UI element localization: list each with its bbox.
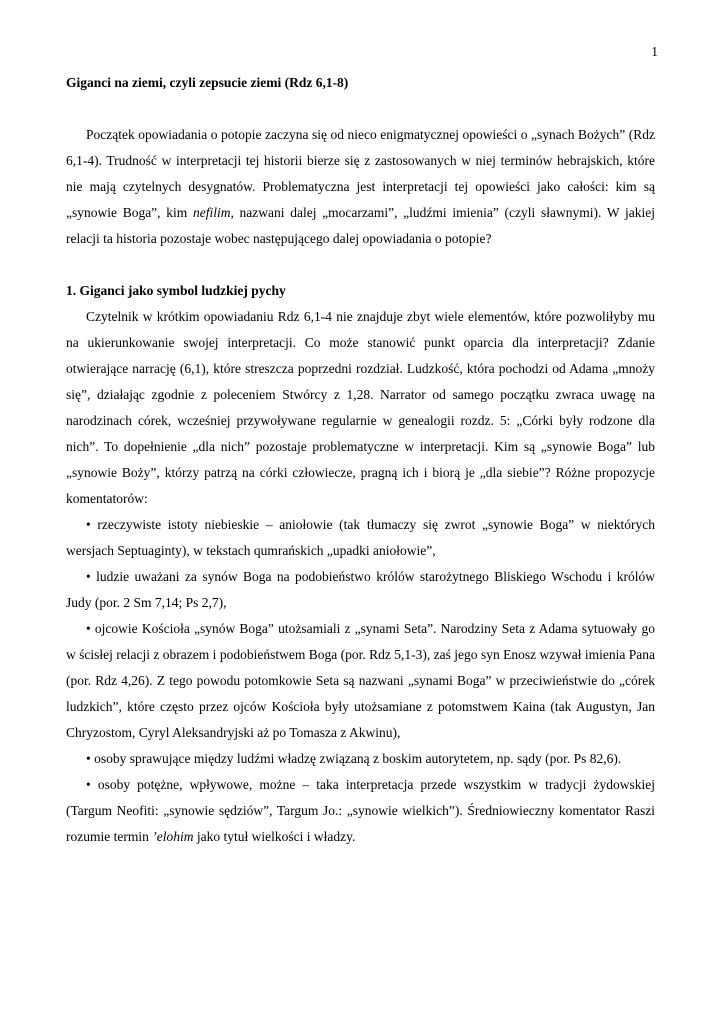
spacer	[66, 252, 655, 278]
nefilim-term: nefilim	[192, 205, 231, 220]
bullet-item: • ludzie uważani za synów Boga na podobieństwo królów starożytnego Bliskiego Wschodu i królów Judy (por. 2 Sm 7,14; Ps 2,7),	[66, 569, 655, 610]
elohim-term: ’elohim	[152, 829, 194, 844]
bullet-item: • ojcowie Kościoła „synów Boga” utożsamiali z „synami Seta”. Narodziny Seta z Adama sytuowały go w ścisłej relacji z obrazem i podobieństwem Boga (por. Rdz 5,1-3), zaś jego syn Enosz wzywał imienia Pana (por. Rdz 4,26). Z tego powodu potomkowie Seta są nazwani „synami Boga” w przeciwieństwie do „córek ludzkich”, które często przez ojców Kościoła były utożsamiane z potomstwem Kaina (tak Augustyn, Jan Chryzostom, Cyryl Aleksandryjski aż po Tomasza z Akwinu),	[66, 621, 655, 740]
page-title: Giganci na ziemi, czyli zepsucie ziemi (Rdz 6,1-8)	[66, 75, 349, 90]
bullet-item: • osoby sprawujące między ludźmi władzę związaną z boskim autorytetem, np. sądy (por. Ps 82,6).	[86, 751, 622, 766]
document-body	[66, 70, 655, 850]
section-paragraph: Czytelnik w krótkim opowiadaniu Rdz 6,1-4 nie znajduje zbyt wiele elementów, które pozwoliłyby mu na ukierunkowanie swojej interpretacji. Co może stanowić punkt oparcia dla interpretacji? Zdanie otwierające narrację (6,1), które streszcza poprzedni rozdział. Ludzkość, która pochodzi od Adama „mnoży się”, działając zgodnie z poleceniem Stwórcy z 1,28. Narrator od samego początku zwraca uwagę na narodzinach córek, wcześniej przywoływane regularnie w genealogii rozdz. 5: „Córki były rodzone dla nich”. To dopełnienie „dla nich” pozostaje problematyczne w interpretacji. Kim są „synowie Boga” lub „synowie Boży”, którzy patrzą na córki człowiecze, pragną ich i biorą je „dla siebie”? Różne propozycje komentatorów:	[66, 309, 655, 506]
intro-paragraph: Początek opowiadania o potopie zaczyna się od nieco enigmatycznej opowieści o „synach Bożych” (Rdz 6,1-4). Trudność w interpretacji tej historii bierze się z zastosowanych w niej terminów hebrajskich, które nie mają czytelnych desygnatów. Problematyczna jest interpretacji tej opowieści jako całości: kim są „synowie Boga”, kim nefilim, nazwani dalej „mocarzami”, „ludźmi imienia” (czyli sławnymi). W jakiej relacji ta historia pozostaje wobec następującego dalej opowiadania o potopie?	[66, 127, 655, 246]
page-number: 1	[651, 44, 658, 59]
bullet-item: • rzeczywiste istoty niebieskie – aniołowie (tak tłumaczy się zwrot „synowie Boga” w niektórych wersjach Septuaginty), w tekstach qumrańskich „upadki aniołowie”,	[66, 517, 655, 558]
section-heading: 1. Giganci jako symbol ludzkiej pychy	[66, 283, 286, 298]
bullet-item: • osoby potężne, wpływowe, możne – taka interpretacja przede wszystkim w tradycji żydowskiej (Targum Neofiti: „synowie sędziów”, Targum Jo.: „synowie wielkich”). Średniowieczny komentator Raszi rozumie termin ’elohim jako tytuł wielkości i władzy.	[66, 777, 655, 844]
